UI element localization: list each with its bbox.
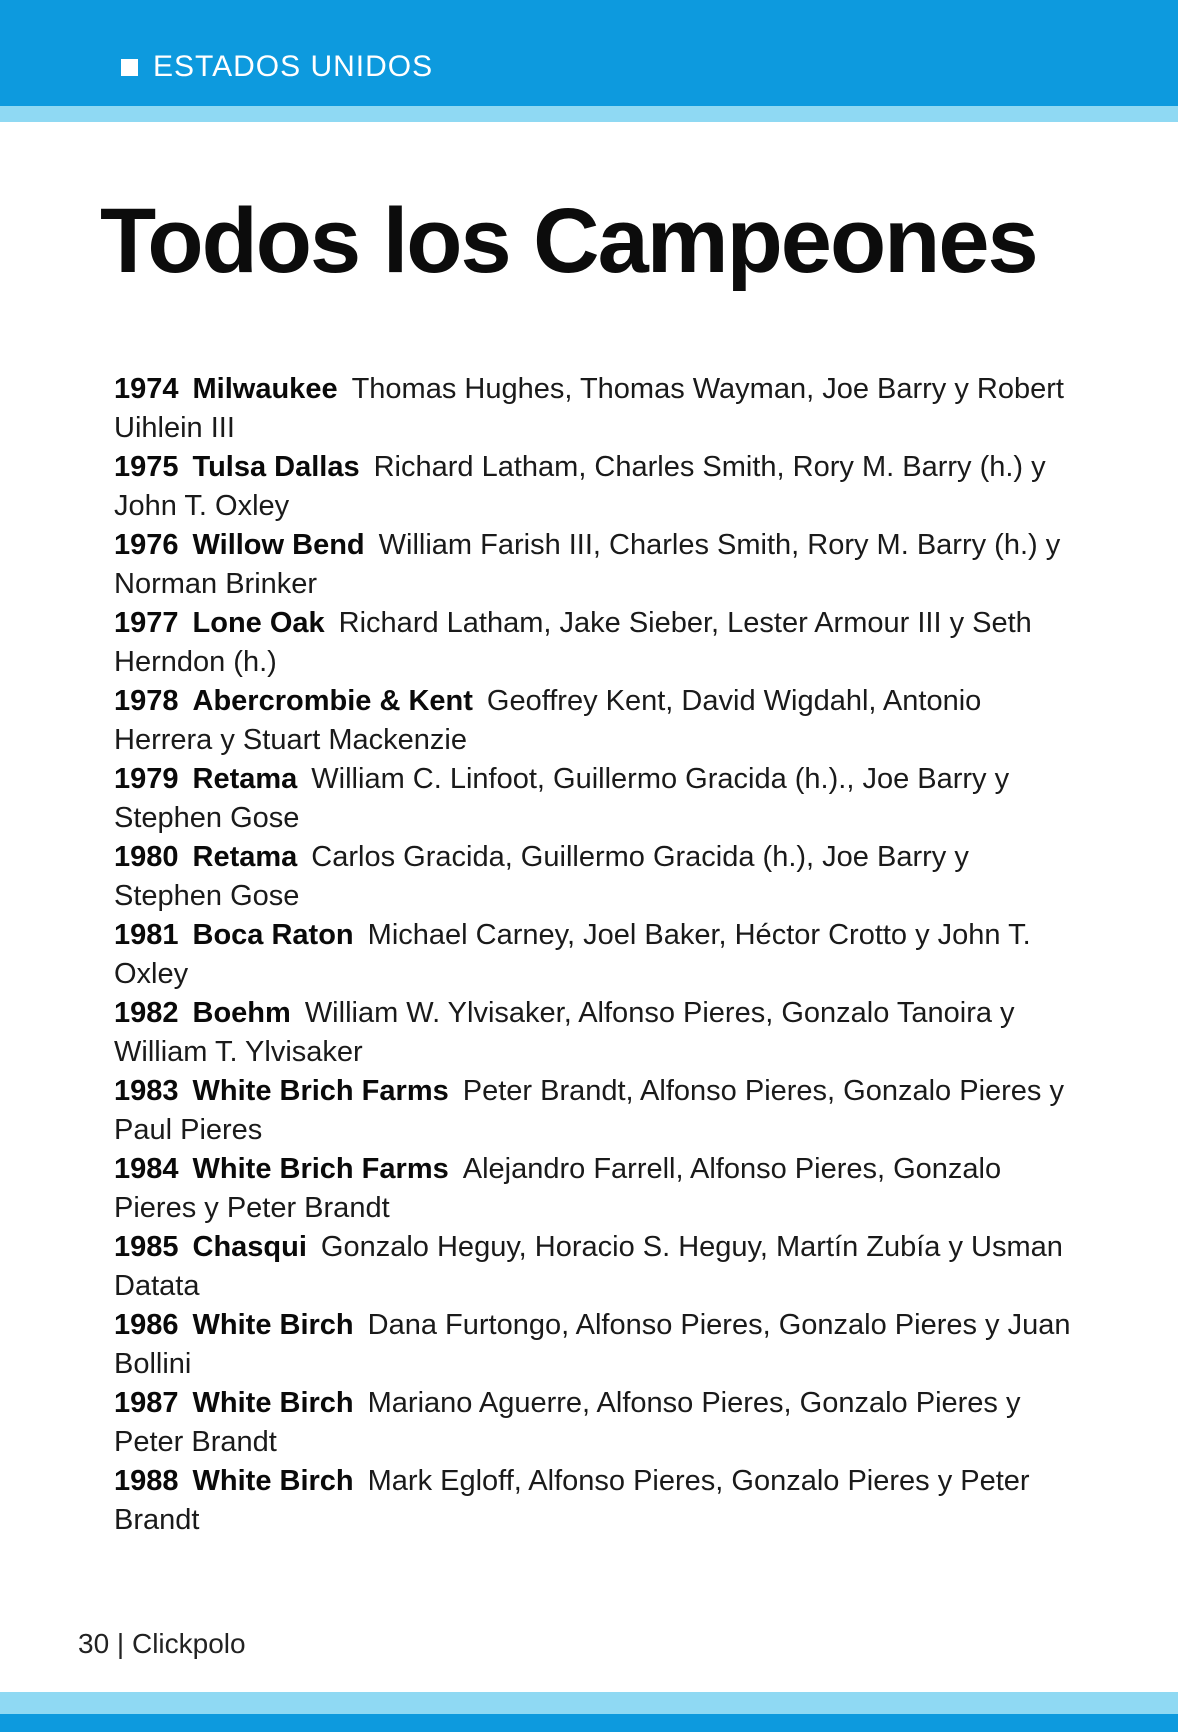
champion-year: 1986 — [114, 1309, 179, 1341]
champion-players: Mark Egloff, Alfonso Pieres, Gonzalo Pieres y Peter Brandt — [114, 1465, 1030, 1536]
champion-team: Boehm — [192, 997, 291, 1029]
champion-players: Carlos Gracida, Guillermo Gracida (h.), Joe Barry y Stephen Gose — [114, 841, 969, 912]
champion-year: 1987 — [114, 1387, 179, 1419]
footer-stripe — [0, 1692, 1178, 1714]
page-title: Todos los Campeones — [100, 190, 1037, 292]
footer-band — [0, 1714, 1178, 1732]
champion-year: 1974 — [114, 373, 179, 405]
page-footer: 30 | Clickpolo — [78, 1628, 246, 1659]
champion-entry — [114, 1462, 1074, 1540]
champion-year: 1988 — [114, 1465, 179, 1497]
champion-year: 1985 — [114, 1231, 179, 1263]
champion-players: Richard Latham, Jake Sieber, Lester Armour III y Seth Herndon (h.) — [114, 607, 1032, 678]
champions-list — [114, 370, 1074, 1540]
champion-players: Alejandro Farrell, Alfonso Pieres, Gonzalo Pieres y Peter Brandt — [114, 1153, 1002, 1224]
champion-year: 1979 — [114, 763, 179, 795]
champion-year: 1978 — [114, 685, 179, 717]
header-stripe — [0, 106, 1178, 122]
champion-team: White Birch — [192, 1309, 354, 1341]
champion-players: Peter Brandt, Alfonso Pieres, Gonzalo Pieres y Paul Pieres — [114, 1075, 1064, 1146]
champion-players: Thomas Hughes, Thomas Wayman, Joe Barry y Robert Uihlein III — [114, 373, 1064, 444]
champion-year: 1982 — [114, 997, 179, 1029]
square-bullet-icon — [121, 59, 138, 76]
champion-team: White Brich Farms — [192, 1075, 449, 1107]
champion-team: Tulsa Dallas — [192, 451, 360, 483]
champion-players: Richard Latham, Charles Smith, Rory M. Barry (h.) y John T. Oxley — [114, 451, 1046, 522]
champion-team: Retama — [192, 841, 298, 873]
champion-year: 1983 — [114, 1075, 179, 1107]
champion-players: Mariano Aguerre, Alfonso Pieres, Gonzalo Pieres y Peter Brandt — [114, 1387, 1021, 1458]
champion-entry — [114, 838, 1074, 916]
champion-entry — [114, 448, 1074, 526]
champion-team: Lone Oak — [192, 607, 325, 639]
champion-team: Boca Raton — [192, 919, 354, 951]
champion-entry — [114, 526, 1074, 604]
champion-entry — [114, 1384, 1074, 1462]
champion-entry — [114, 1306, 1074, 1384]
champion-players: Gonzalo Heguy, Horacio S. Heguy, Martín Zubía y Usman Datata — [114, 1231, 1063, 1302]
champion-team: Milwaukee — [192, 373, 338, 405]
champion-players: William W. Ylvisaker, Alfonso Pieres, Gonzalo Tanoira y William T. Ylvisaker — [114, 997, 1015, 1068]
champion-entry — [114, 1072, 1074, 1150]
champion-year: 1984 — [114, 1153, 179, 1185]
champion-year: 1980 — [114, 841, 179, 873]
champion-team: Chasqui — [192, 1231, 307, 1263]
champion-team: Willow Bend — [192, 529, 365, 561]
champion-players: Michael Carney, Joel Baker, Héctor Crotto y John T. Oxley — [114, 919, 1031, 990]
section-label: ESTADOS UNIDOS — [153, 50, 434, 83]
champion-entry — [114, 370, 1074, 448]
section-tag — [121, 50, 433, 84]
champion-entry — [114, 604, 1074, 682]
champion-players: William Farish III, Charles Smith, Rory M. Barry (h.) y Norman Brinker — [114, 529, 1061, 600]
champion-year: 1976 — [114, 529, 179, 561]
champion-players: William C. Linfoot, Guillermo Gracida (h.)., Joe Barry y Stephen Gose — [114, 763, 1010, 834]
champion-entry — [114, 760, 1074, 838]
champion-team: White Brich Farms — [192, 1153, 449, 1185]
champion-team: Retama — [192, 763, 298, 795]
champion-entry — [114, 1150, 1074, 1228]
champion-year: 1977 — [114, 607, 179, 639]
champion-entry — [114, 994, 1074, 1072]
champion-year: 1975 — [114, 451, 179, 483]
champion-players: Geoffrey Kent, David Wigdahl, Antonio Herrera y Stuart Mackenzie — [114, 685, 982, 756]
champion-entry — [114, 682, 1074, 760]
champion-players: Dana Furtongo, Alfonso Pieres, Gonzalo Pieres y Juan Bollini — [114, 1309, 1071, 1380]
champion-team: Abercrombie & Kent — [192, 685, 473, 717]
champion-team: White Birch — [192, 1465, 354, 1497]
champion-entry — [114, 916, 1074, 994]
champion-year: 1981 — [114, 919, 179, 951]
champion-team: White Birch — [192, 1387, 354, 1419]
champion-entry — [114, 1228, 1074, 1306]
